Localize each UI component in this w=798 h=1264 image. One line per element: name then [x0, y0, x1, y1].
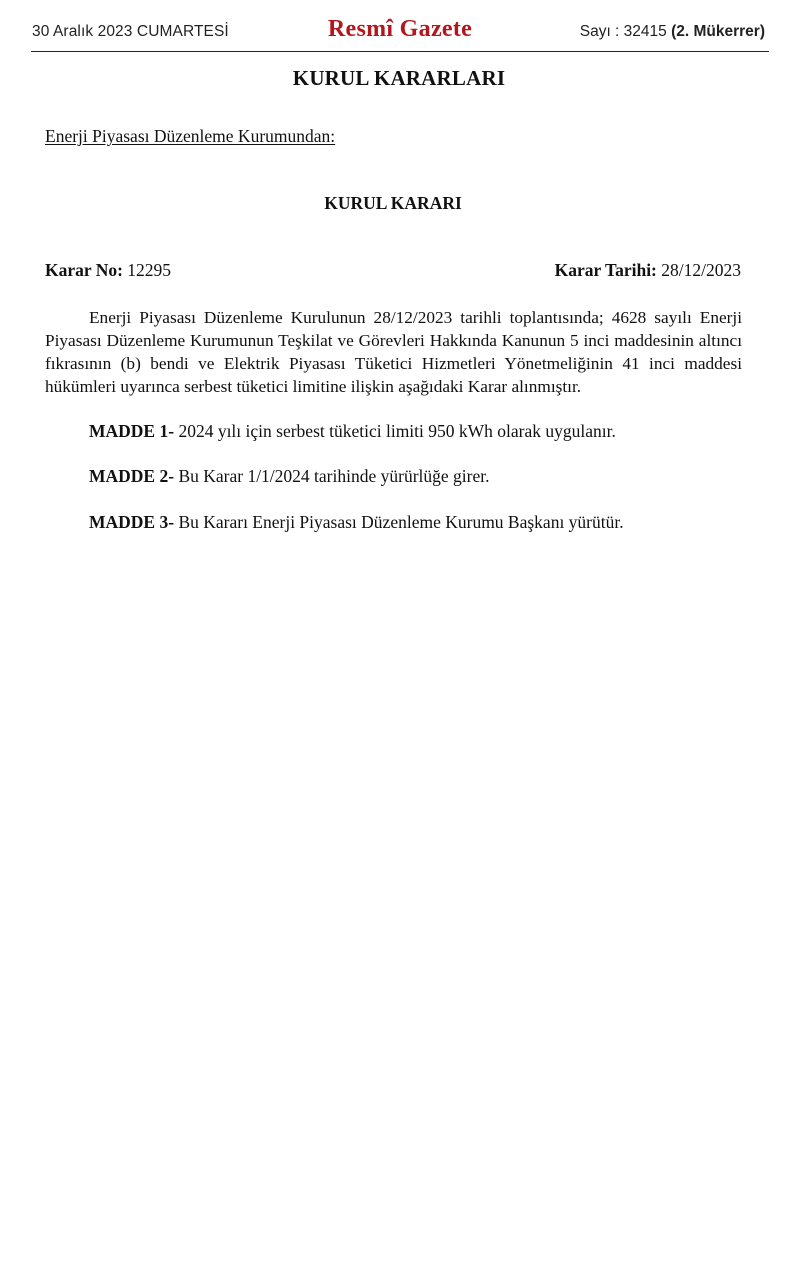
decision-date-value: 28/12/2023	[661, 260, 741, 280]
issue-number: Sayı : 32415	[579, 23, 667, 40]
header-date: 30 Aralık 2023 CUMARTESİ	[32, 23, 229, 40]
article-text: 2024 yılı için serbest tüketici limiti 950 kWh olarak uygulanır.	[178, 421, 616, 441]
decision-number-value: 12295	[127, 260, 172, 280]
article-1	[89, 421, 749, 442]
article-label: MADDE 3-	[89, 512, 175, 532]
article-3	[89, 512, 749, 533]
section-title: KURUL KARARLARI	[292, 66, 506, 90]
article-text: Bu Kararı Enerji Piyasası Düzenleme Kurumu Başkanı yürütür.	[178, 512, 624, 532]
header-issue	[580, 23, 765, 41]
decision-paragraph: Enerji Piyasası Düzenleme Kurulunun 28/12/2023 tarihli toplantısında; 4628 sayılı Enerji Piyasası Düzenleme Kurumunun Teşkilat ve Görevleri Hakkında Kanunun 5 inci maddesinin altıncı fıkrasının (b) bendi ve Elektrik Piyasası Tüketici Hizmetleri Yönetmeliğinin 41 inci maddesi hükümleri uyarınca serbest tüketici limitine ilişkin aşağıdaki Karar alınmıştır.	[45, 308, 742, 396]
decision-title: KURUL KARARI	[324, 193, 462, 213]
article-text: Bu Karar 1/1/2024 tarihinde yürürlüğe girer.	[178, 466, 490, 486]
decision-number-label: Karar No:	[45, 260, 123, 280]
article-label: MADDE 2-	[89, 466, 175, 486]
decision-number	[45, 260, 171, 281]
article-label: MADDE 1-	[89, 421, 175, 441]
decision-date	[555, 260, 741, 281]
gazette-header	[31, 14, 769, 52]
institution-name: Enerji Piyasası Düzenleme Kurumundan:	[45, 126, 336, 146]
edition-label: (2. Mükerrer)	[671, 23, 765, 40]
decision-date-label: Karar Tarihi:	[554, 260, 657, 280]
article-2	[89, 466, 749, 487]
gazette-title: Resmî Gazete	[327, 16, 473, 42]
